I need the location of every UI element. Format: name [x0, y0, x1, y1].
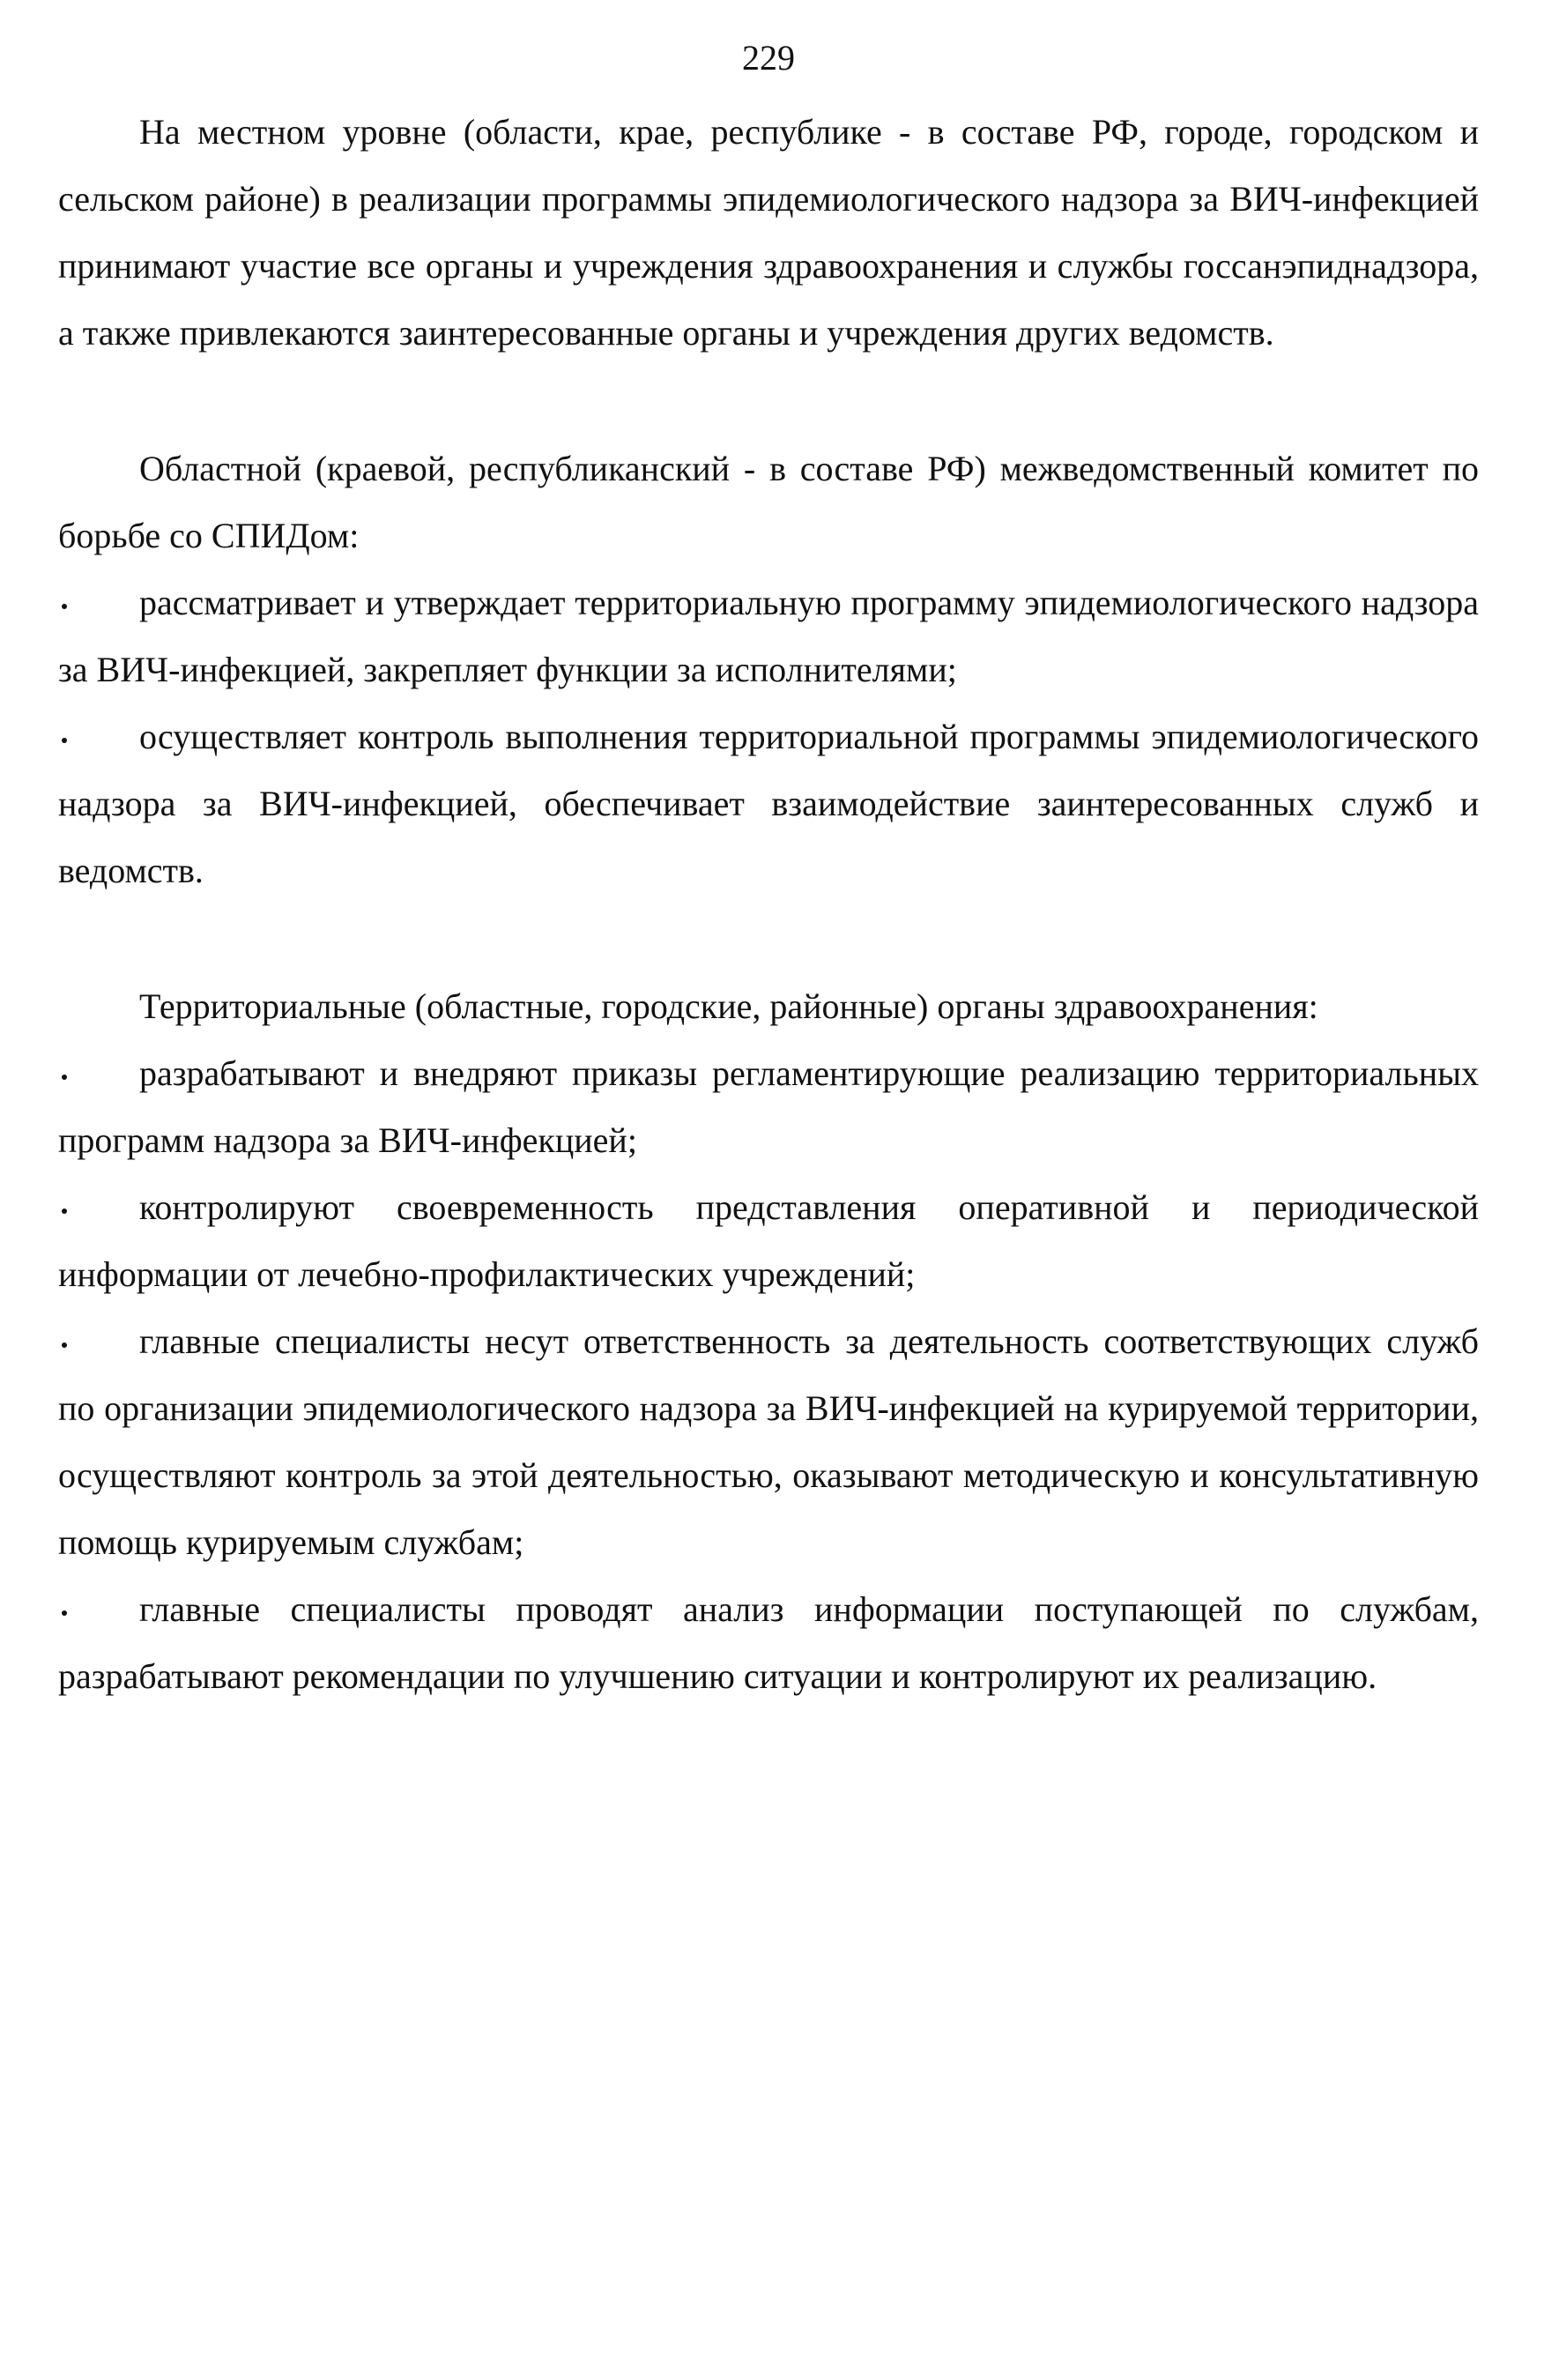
bullet-icon [58, 1174, 139, 1241]
health-item-3 [58, 1308, 1479, 1576]
section-gap [58, 904, 1479, 973]
list-item-text: разрабатывают и внедряют приказы регламентирующие реализацию территориальных программ надзора за ВИЧ-инфекцией; [58, 1053, 1479, 1160]
page-number: 229 [742, 38, 795, 78]
bullet-icon [58, 1308, 139, 1375]
paragraph-local-level: На местном уровне (области, крае, республике - в составе РФ, городе, городском и сельском районе) в реализации программы эпидемиологического надзора за ВИЧ-инфекцией принимают участие все органы и учреждения здравоохранения и службы госсанэпиднадзора, а также привлекаются заинтересованные органы и учреждения других ведомств. [58, 112, 1479, 353]
document-page [58, 0, 1479, 2380]
bullet-icon [58, 569, 139, 636]
section-gap [58, 367, 1479, 435]
page-content [58, 99, 1479, 1710]
health-item-4 [58, 1576, 1479, 1710]
list-item-text: рассматривает и утверждает территориальную программу эпидемиологического надзора за ВИЧ-инфекцией, закрепляет функции за исполнителями; [58, 583, 1479, 689]
list-item-text: главные специалисты несут ответственность за деятельность соответствующих служб по организации эпидемиологического надзора за ВИЧ-инфекцией на курируемой территории, осуществляют контроль за этой деятельностью, оказывают методическую и консультативную помощь курируемым службам; [58, 1321, 1479, 1562]
committee-intro: Областной (краевой, республиканский - в составе РФ) межведомственный комитет по борьбе со СПИДом: [58, 449, 1479, 555]
bullet-icon [58, 1576, 139, 1643]
list-item-text: осуществляет контроль выполнения территориальной программы эпидемиологического надзора за ВИЧ-инфекцией, обеспечивает взаимодействие заинтересованных служб и ведомств. [58, 717, 1479, 890]
bullet-icon [58, 703, 139, 770]
health-authorities-intro: Территориальные (областные, городские, районные) органы здравоохранения: [139, 986, 1318, 1026]
list-item-text: главные специалисты проводят анализ информации поступающей по службам, разрабатывают рекомендации по улучшению ситуации и контролируют их реализацию. [58, 1589, 1479, 1696]
committee-item-2 [58, 703, 1479, 904]
health-item-1 [58, 1040, 1479, 1174]
committee-item-1 [58, 569, 1479, 703]
list-item-text: контролируют своевременность представления оперативной и периодической информации от лечебно-профилактических учреждений; [58, 1187, 1479, 1294]
bullet-icon [58, 1040, 139, 1107]
health-item-2 [58, 1174, 1479, 1308]
